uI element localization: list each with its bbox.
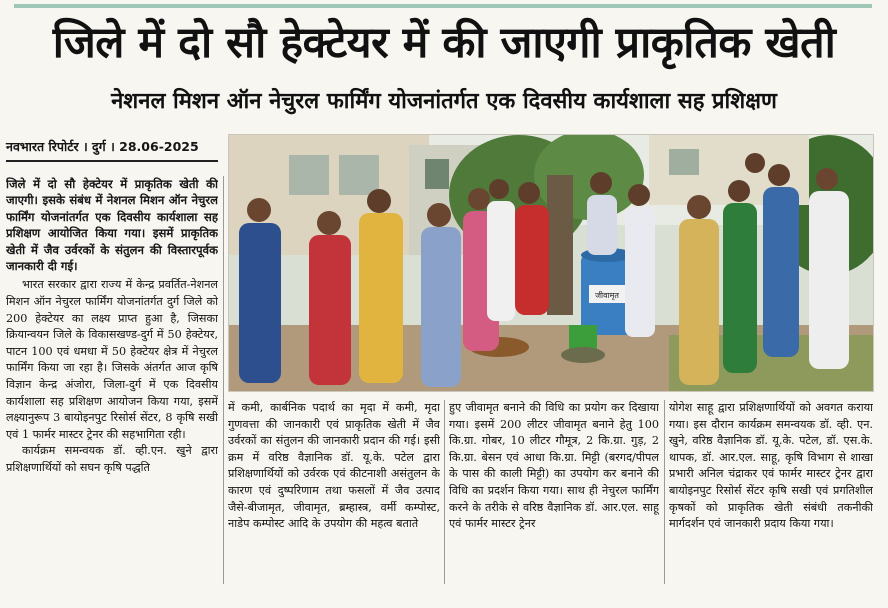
body-paragraph: में कमी, कार्बनिक पदार्थ का मृदा में कमी, मृदा गुणवत्ता की जानकारी एवं प्राकृतिक खेती में जैव उर्वरकों का संतुलन की जानकारी प्रदान की गई। इसी क्रम में वरिष्ठ वैज्ञानिक डॉ. यू.के. पटेल द्वारा प्रशिक्षणार्थियों को उर्वरक एवं कीटनाशी असंतुलन के कारण एवं दुष्परिणाम तथा फसलों में जैव उत्पाद जैसे-बीजामृत, जीवामृत, ब्रम्हास्त्र, वर्मी कम्पोस्ट, नाडेप कम्पोस्ट आदि के उपयोग की महत्व बताते [228,401,440,531]
article-column-2 [228,400,440,584]
group-photo [228,134,874,392]
body-paragraph: योगेश साहू द्वारा प्रशिक्षणार्थियों को अवगत कराया गया। इस दौरान कार्यक्रम समन्वयक डॉ. व्ही. एन. खुने, वरिष्ठ वैज्ञानिक डॉ. यू.के. पटेल, डॉ. एस.के. थापक, डॉ. आर.एल. साहू, कृषि विभाग से शाखा प्रभारी अनिल चंद्राकर एवं फार्मर मास्टर ट्रेनर द्वारा बायोइनपुट रिसोर्स सेंटर कृषि सखी एवं प्रगतिशील कृषकों को प्राकृतिक खेती संबंधी तकनीकी मार्गदर्शन एवं जानकारी प्रदाय किया गया। [669,401,873,531]
body-paragraph: हुए जीवामृत बनाने की विधि का प्रयोग कर दिखाया गया। इसमें 200 लीटर जीवामृत बनाने हेतु 100 कि.ग्रा. गोबर, 10 लीटर गौमूत्र, 2 कि.ग्रा. गुड़, 2 कि.ग्रा. बेसन एवं आधा कि.ग्रा. मिट्टी (बरगद/पीपल के पास की काली मिट्टी) का उपयोग कर बनाने की विधि का प्रदर्शन किया गया। साथ ही नेचुरल फार्मिंग करने के तरीके से वरिष्ठ वैज्ञानिक डॉ. आर.एल. साहू एवं फार्मर मास्टर ट्रेनर [449,401,659,531]
body-paragraph: कार्यक्रम समन्वयक डॉ. व्ही.एन. खुने द्वारा प्रशिक्षणार्थियों को सघन कृषि पद्धति [6,444,218,474]
column-divider [223,176,224,584]
byline-rule [6,160,218,162]
registration-strip [0,594,888,608]
group-photo-workshop-participants-icon [229,135,874,392]
headline: जिले में दो सौ हेक्टेयर में की जाएगी प्राकृतिक खेती [52,18,836,68]
column-divider [664,400,665,584]
lead-paragraph: जिले में दो सौ हेक्टेयर में प्राकृतिक खेती की जाएगी। इसके संबंध में नेशनल मिशन ऑन नेचुरल फार्मिंग योजनांतर्गत एक दिवसीय कार्यशाला सह प्रशिक्षण आयोजित किया गया। इसमें प्राकृतिक खेती में जैव उर्वरकों के संतुलन की विस्तारपूर्वक जानकारी दी गई। [6,177,218,274]
article-column-1 [6,176,218,584]
top-rule [14,4,872,8]
drum-label: जीवामृत [595,291,619,300]
article-column-4 [669,400,873,584]
subheadline: नेशनल मिशन ऑन नेचुरल फार्मिंग योजनांतर्गत एक दिवसीय कार्यशाला सह प्रशिक्षण [111,89,777,114]
column-divider [444,400,445,584]
byline: नवभारत रिपोर्टर । दुर्ग । 28.06-2025 [6,139,199,154]
article-column-3 [449,400,659,584]
body-paragraph: भारत सरकार द्वारा राज्य में केन्द्र प्रवर्तित-नेशनल मिशन ऑन नेचुरल फार्मिंग योजनांतर्गत दुर्ग जिले को 200 हेक्टेयर का लक्ष्य प्राप्त हुआ है, जिसका क्रियान्वयन जिले के विकासखण्ड-दुर्ग में 50 हेक्टेयर, पाटन 100 एवं धमधा में 50 हेक्टेयर क्षेत्र में नेचुरल फार्मिंग किया जा रहा है। जिसके अंतर्गत आज कृषि विज्ञान केन्द्र अंजोरा, जिला-दुर्ग में एक दिवसीय कार्यशाला सह प्रशिक्षण आयोजन किया गया, इसमें लक्ष्यानुरूप 3 बायोइनपुट रिसोर्स सेंटर, 8 कृषि सखी एवं 1 फार्मर मास्टर ट्रेनर की सहभागिता रही। [6,278,218,441]
